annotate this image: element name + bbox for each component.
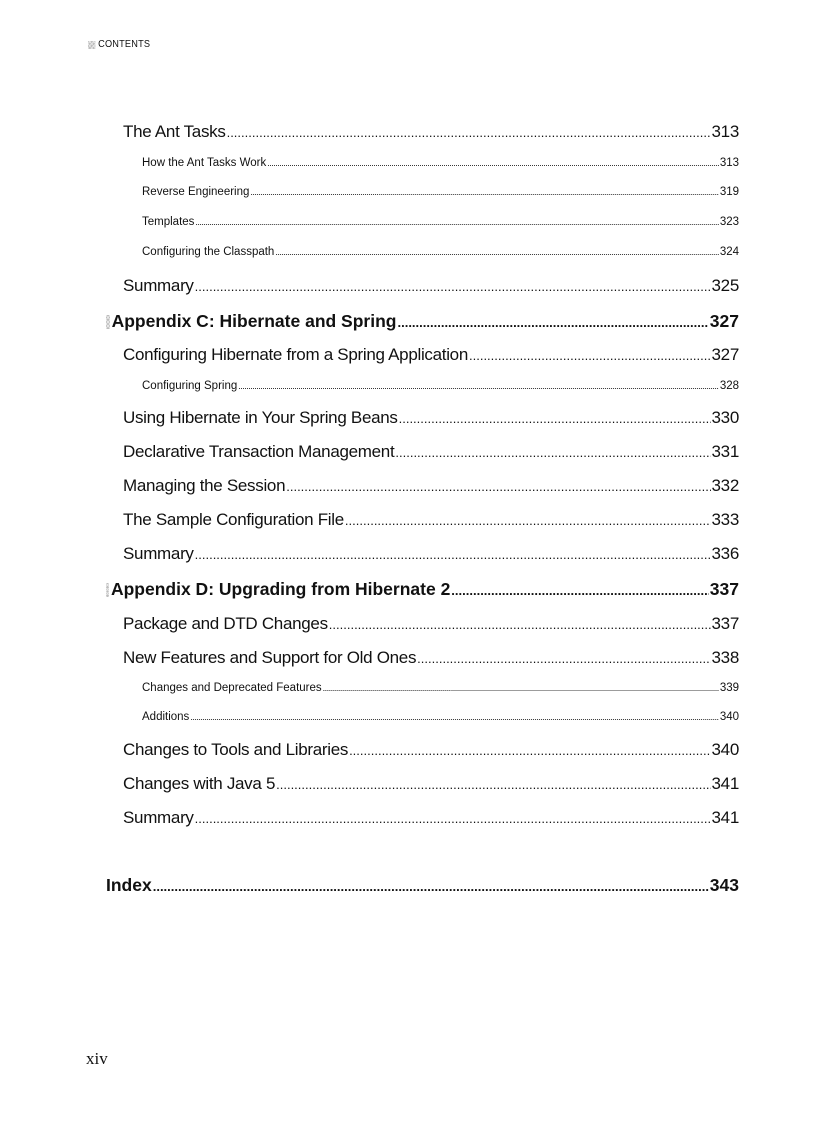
toc-entry-page: 338 <box>711 648 739 667</box>
toc-entry-title: Summary <box>123 276 194 295</box>
toc-entry-configuring-the-classpath[interactable] <box>142 246 739 258</box>
toc-entry-title: Additions <box>142 711 190 723</box>
toc-entry-declarative-transaction-management[interactable] <box>123 442 739 462</box>
toc-entry-page: 330 <box>711 408 739 427</box>
chapter-marker-icon <box>106 315 110 329</box>
running-head-label: CONTENTS <box>98 39 151 50</box>
running-head <box>88 39 150 50</box>
toc-entry-title: Configuring Hibernate from a Spring Application <box>123 345 468 364</box>
section-marker-icon <box>88 41 95 49</box>
toc-entry-title: Index <box>106 875 152 895</box>
toc-entry-summary-2[interactable] <box>123 544 739 564</box>
toc-entry-templates[interactable] <box>142 216 739 228</box>
dot-leader <box>267 158 719 168</box>
toc-entry-additions[interactable] <box>142 711 739 723</box>
dot-leader <box>399 411 711 426</box>
toc-entry-page: 341 <box>711 774 739 793</box>
toc-entry-using-hibernate-in-spring-beans[interactable] <box>123 408 739 428</box>
toc-entry-configuring-spring[interactable] <box>142 380 739 392</box>
toc-entry-title: Changes and Deprecated Features <box>142 682 322 694</box>
dot-leader <box>250 187 718 197</box>
toc-entry-title: Summary <box>123 808 194 827</box>
toc-entry-page: 327 <box>711 345 739 364</box>
toc-entry-page: 328 <box>719 380 739 392</box>
dot-leader <box>195 217 718 227</box>
dot-leader <box>323 683 719 693</box>
dot-leader <box>227 125 711 140</box>
toc-entry-title: Configuring the Classpath <box>142 246 275 258</box>
toc-entry-title: Summary <box>123 544 194 563</box>
toc-entry-page: 319 <box>719 186 739 198</box>
dot-leader <box>329 617 711 632</box>
toc-entry-page: 337 <box>709 579 739 599</box>
chapter-marker-icon <box>106 583 109 597</box>
dot-leader <box>276 777 710 792</box>
toc-entry-summary-3[interactable] <box>123 808 739 828</box>
dot-leader <box>195 547 711 562</box>
toc-entry-title: How the Ant Tasks Work <box>142 157 267 169</box>
toc-entry-how-the-ant-tasks-work[interactable] <box>142 157 739 169</box>
toc-entry-page: 325 <box>711 276 739 295</box>
toc-entry-title: New Features and Support for Old Ones <box>123 648 417 667</box>
dot-leader <box>195 811 711 826</box>
toc-entry-title: The Sample Configuration File <box>123 510 344 529</box>
dot-leader <box>238 381 719 391</box>
toc-entry-page: 340 <box>711 740 739 759</box>
dot-leader <box>190 712 719 722</box>
toc-entry-new-features[interactable] <box>123 648 739 668</box>
toc-entry-title: Declarative Transaction Management <box>123 442 395 461</box>
toc-entry-page: 327 <box>709 311 739 331</box>
dot-leader <box>153 879 709 894</box>
toc-entry-changes-to-tools[interactable] <box>123 740 739 760</box>
toc-entry-title: Changes with Java 5 <box>123 774 276 793</box>
dot-leader <box>469 348 711 363</box>
toc-entry-page: 339 <box>719 682 739 694</box>
toc-entry-package-and-dtd-changes[interactable] <box>123 614 739 634</box>
toc-entry-sample-configuration-file[interactable] <box>123 510 739 530</box>
dot-leader <box>275 247 718 257</box>
toc-entry-title: Configuring Spring <box>142 380 238 392</box>
toc-entry-page: 324 <box>719 246 739 258</box>
toc-entry-page: 333 <box>711 510 739 529</box>
toc-entry-reverse-engineering[interactable] <box>142 186 739 198</box>
toc-entry-configuring-hibernate-from-spring[interactable] <box>123 345 739 365</box>
toc-entry-page: 337 <box>711 614 739 633</box>
toc-entry-appendix-d[interactable] <box>106 579 739 600</box>
toc-entry-managing-the-session[interactable] <box>123 476 739 496</box>
toc-entry-title: The Ant Tasks <box>123 122 226 141</box>
dot-leader <box>417 651 710 666</box>
toc-entry-page: 341 <box>711 808 739 827</box>
toc-entry-appendix-c[interactable] <box>106 311 739 332</box>
dot-leader <box>451 583 709 598</box>
toc-entry-title: Templates <box>142 216 195 228</box>
toc-entry-changes-with-java-5[interactable] <box>123 774 739 794</box>
toc-entry-page: 313 <box>711 122 739 141</box>
toc-entry-index[interactable] <box>106 875 739 896</box>
toc-entry-page: 340 <box>719 711 739 723</box>
dot-leader <box>395 445 710 460</box>
toc-entry-page: 313 <box>719 157 739 169</box>
dot-leader <box>195 279 711 294</box>
dot-leader <box>286 479 710 494</box>
toc-entry-page: 332 <box>711 476 739 495</box>
toc-entry-title: Managing the Session <box>123 476 286 495</box>
toc-entry-page: 331 <box>711 442 739 461</box>
toc-entry-page: 343 <box>709 875 739 895</box>
toc-entry-title: Changes to Tools and Libraries <box>123 740 349 759</box>
toc-entry-title: Using Hibernate in Your Spring Beans <box>123 408 398 427</box>
toc-entry-title: Package and DTD Changes <box>123 614 328 633</box>
toc-entry-title: Appendix C: Hibernate and Spring <box>111 311 397 331</box>
toc-entry-page: 336 <box>711 544 739 563</box>
toc-entry-title: Reverse Engineering <box>142 186 250 198</box>
toc-entry-page: 323 <box>719 216 739 228</box>
toc-entry-the-ant-tasks[interactable] <box>123 122 739 142</box>
toc-entry-changes-and-deprecated-features[interactable] <box>142 682 739 694</box>
dot-leader <box>397 315 708 330</box>
dot-leader <box>345 513 711 528</box>
toc-entry-summary[interactable] <box>123 276 739 296</box>
page-number: xiv <box>86 1049 108 1068</box>
dot-leader <box>349 743 710 758</box>
toc-entry-title: Appendix D: Upgrading from Hibernate 2 <box>110 579 451 599</box>
